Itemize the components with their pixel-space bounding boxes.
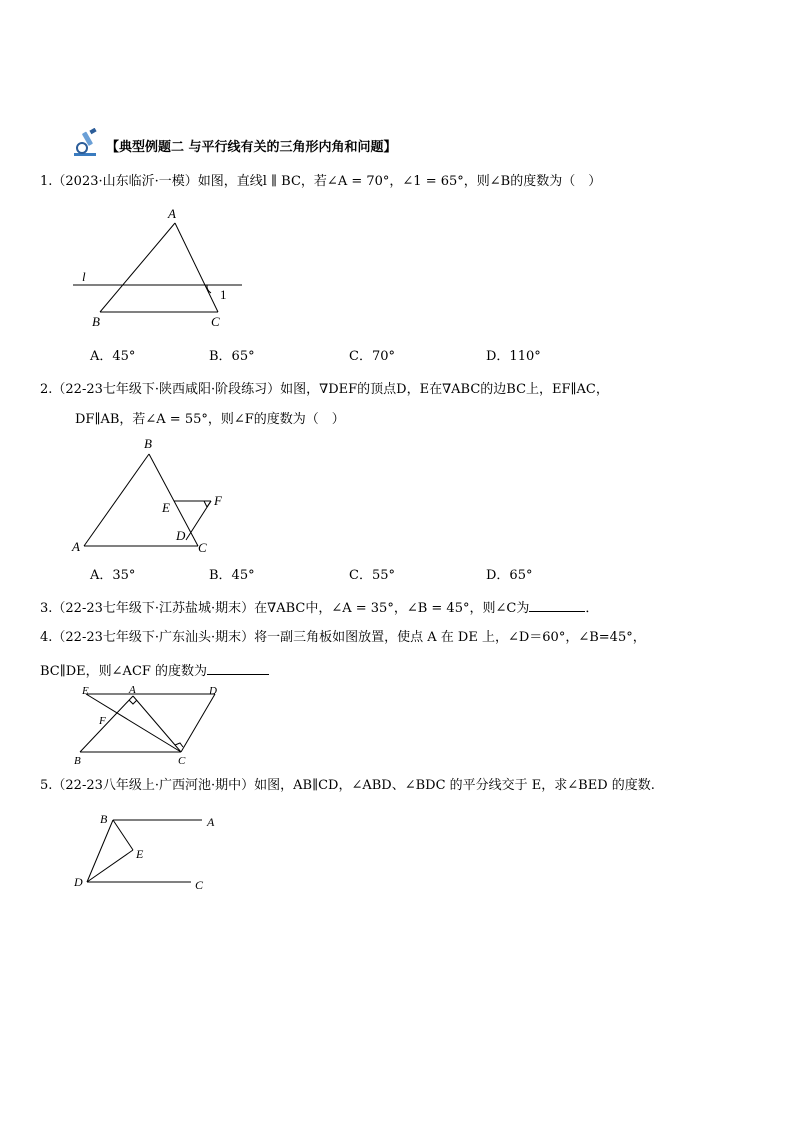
section-title: 【典型例题二 与平行线有关的三角形内角和问题】 bbox=[106, 140, 397, 155]
q4-figure bbox=[72, 684, 222, 768]
q1-figure bbox=[70, 204, 250, 332]
q2-option-b: B．45° bbox=[209, 568, 255, 583]
q4-stem-line2 bbox=[40, 662, 269, 680]
q1-option-b: B．65° bbox=[209, 349, 255, 364]
q1-label-B: B bbox=[92, 314, 100, 329]
q2-label-B: B bbox=[144, 436, 152, 451]
q1-option-a: A．45° bbox=[90, 349, 136, 364]
q4-stem-line2-text: BC∥DE，则∠ACF 的度数为 bbox=[40, 664, 208, 679]
q3-stem-text: 3.（22-23七年级下·江苏盐城·期末）在∇ABC中，∠A = 35°，∠B = 45°，则∠C为 bbox=[40, 601, 530, 616]
q2-stem-line1: 2.（22-23七年级下·陕西咸阳·阶段练习）如图，∇DEF的顶点D，E在∇ABC的边BC上，EF∥AC， bbox=[40, 382, 609, 397]
q1-label-C: C bbox=[211, 314, 220, 329]
q2-option-c: C．55° bbox=[349, 568, 395, 583]
q1-stem: 1.（2023·山东临沂·一模）如图，直线l ∥ BC，若∠A = 70°，∠1 = 65°，则∠B的度数为（ ） bbox=[40, 174, 602, 189]
q2-label-E: E bbox=[162, 500, 170, 515]
q4-label-C: C bbox=[178, 755, 186, 767]
section-header bbox=[72, 128, 492, 156]
q5-figure bbox=[70, 808, 220, 894]
q4-answer-blank[interactable] bbox=[207, 662, 269, 675]
q2-option-a: A．35° bbox=[90, 568, 136, 583]
q5-label-B: B bbox=[100, 812, 108, 826]
q1-label-l: l bbox=[82, 269, 86, 284]
q5-label-A: A bbox=[207, 815, 215, 829]
q1-option-c: C．70° bbox=[349, 349, 395, 364]
q4-label-A: A bbox=[129, 684, 136, 696]
q3-stem-end: ． bbox=[585, 601, 599, 616]
q2-label-A: A bbox=[72, 539, 80, 554]
q3-stem bbox=[40, 599, 598, 617]
q4-label-D: D bbox=[209, 685, 217, 697]
q5-label-D: D bbox=[74, 875, 83, 889]
q4-label-B: B bbox=[74, 755, 81, 767]
q2-label-D: D bbox=[176, 528, 186, 543]
q2-stem-line2: DF∥AB，若∠A = 55°，则∠F的度数为（ ） bbox=[75, 412, 345, 427]
q2-option-d: D．65° bbox=[486, 568, 533, 583]
q2-label-C: C bbox=[198, 540, 207, 555]
q5-label-E: E bbox=[136, 847, 144, 861]
q1-label-A: A bbox=[168, 206, 176, 221]
q5-stem: 5.（22-23八年级上·广西河池·期中）如图，AB∥CD，∠ABD、∠BDC 的平分线交于 E，求∠BED 的度数. bbox=[40, 778, 655, 793]
q2-label-F: F bbox=[214, 493, 222, 508]
q1-option-d: D．110° bbox=[486, 349, 541, 364]
q4-stem-line1: 4.（22-23七年级下·广东汕头·期末）将一副三角板如图放置，使点 A 在 DE 上，∠D＝60°，∠B=45°， bbox=[40, 630, 646, 645]
microscope-icon bbox=[72, 128, 102, 162]
q4-label-E: E bbox=[82, 685, 89, 697]
q3-answer-blank[interactable] bbox=[529, 599, 585, 612]
q2-figure bbox=[68, 434, 238, 558]
q5-label-C: C bbox=[195, 878, 204, 892]
q4-label-F: F bbox=[99, 715, 106, 727]
q1-label-1: 1 bbox=[220, 287, 227, 302]
